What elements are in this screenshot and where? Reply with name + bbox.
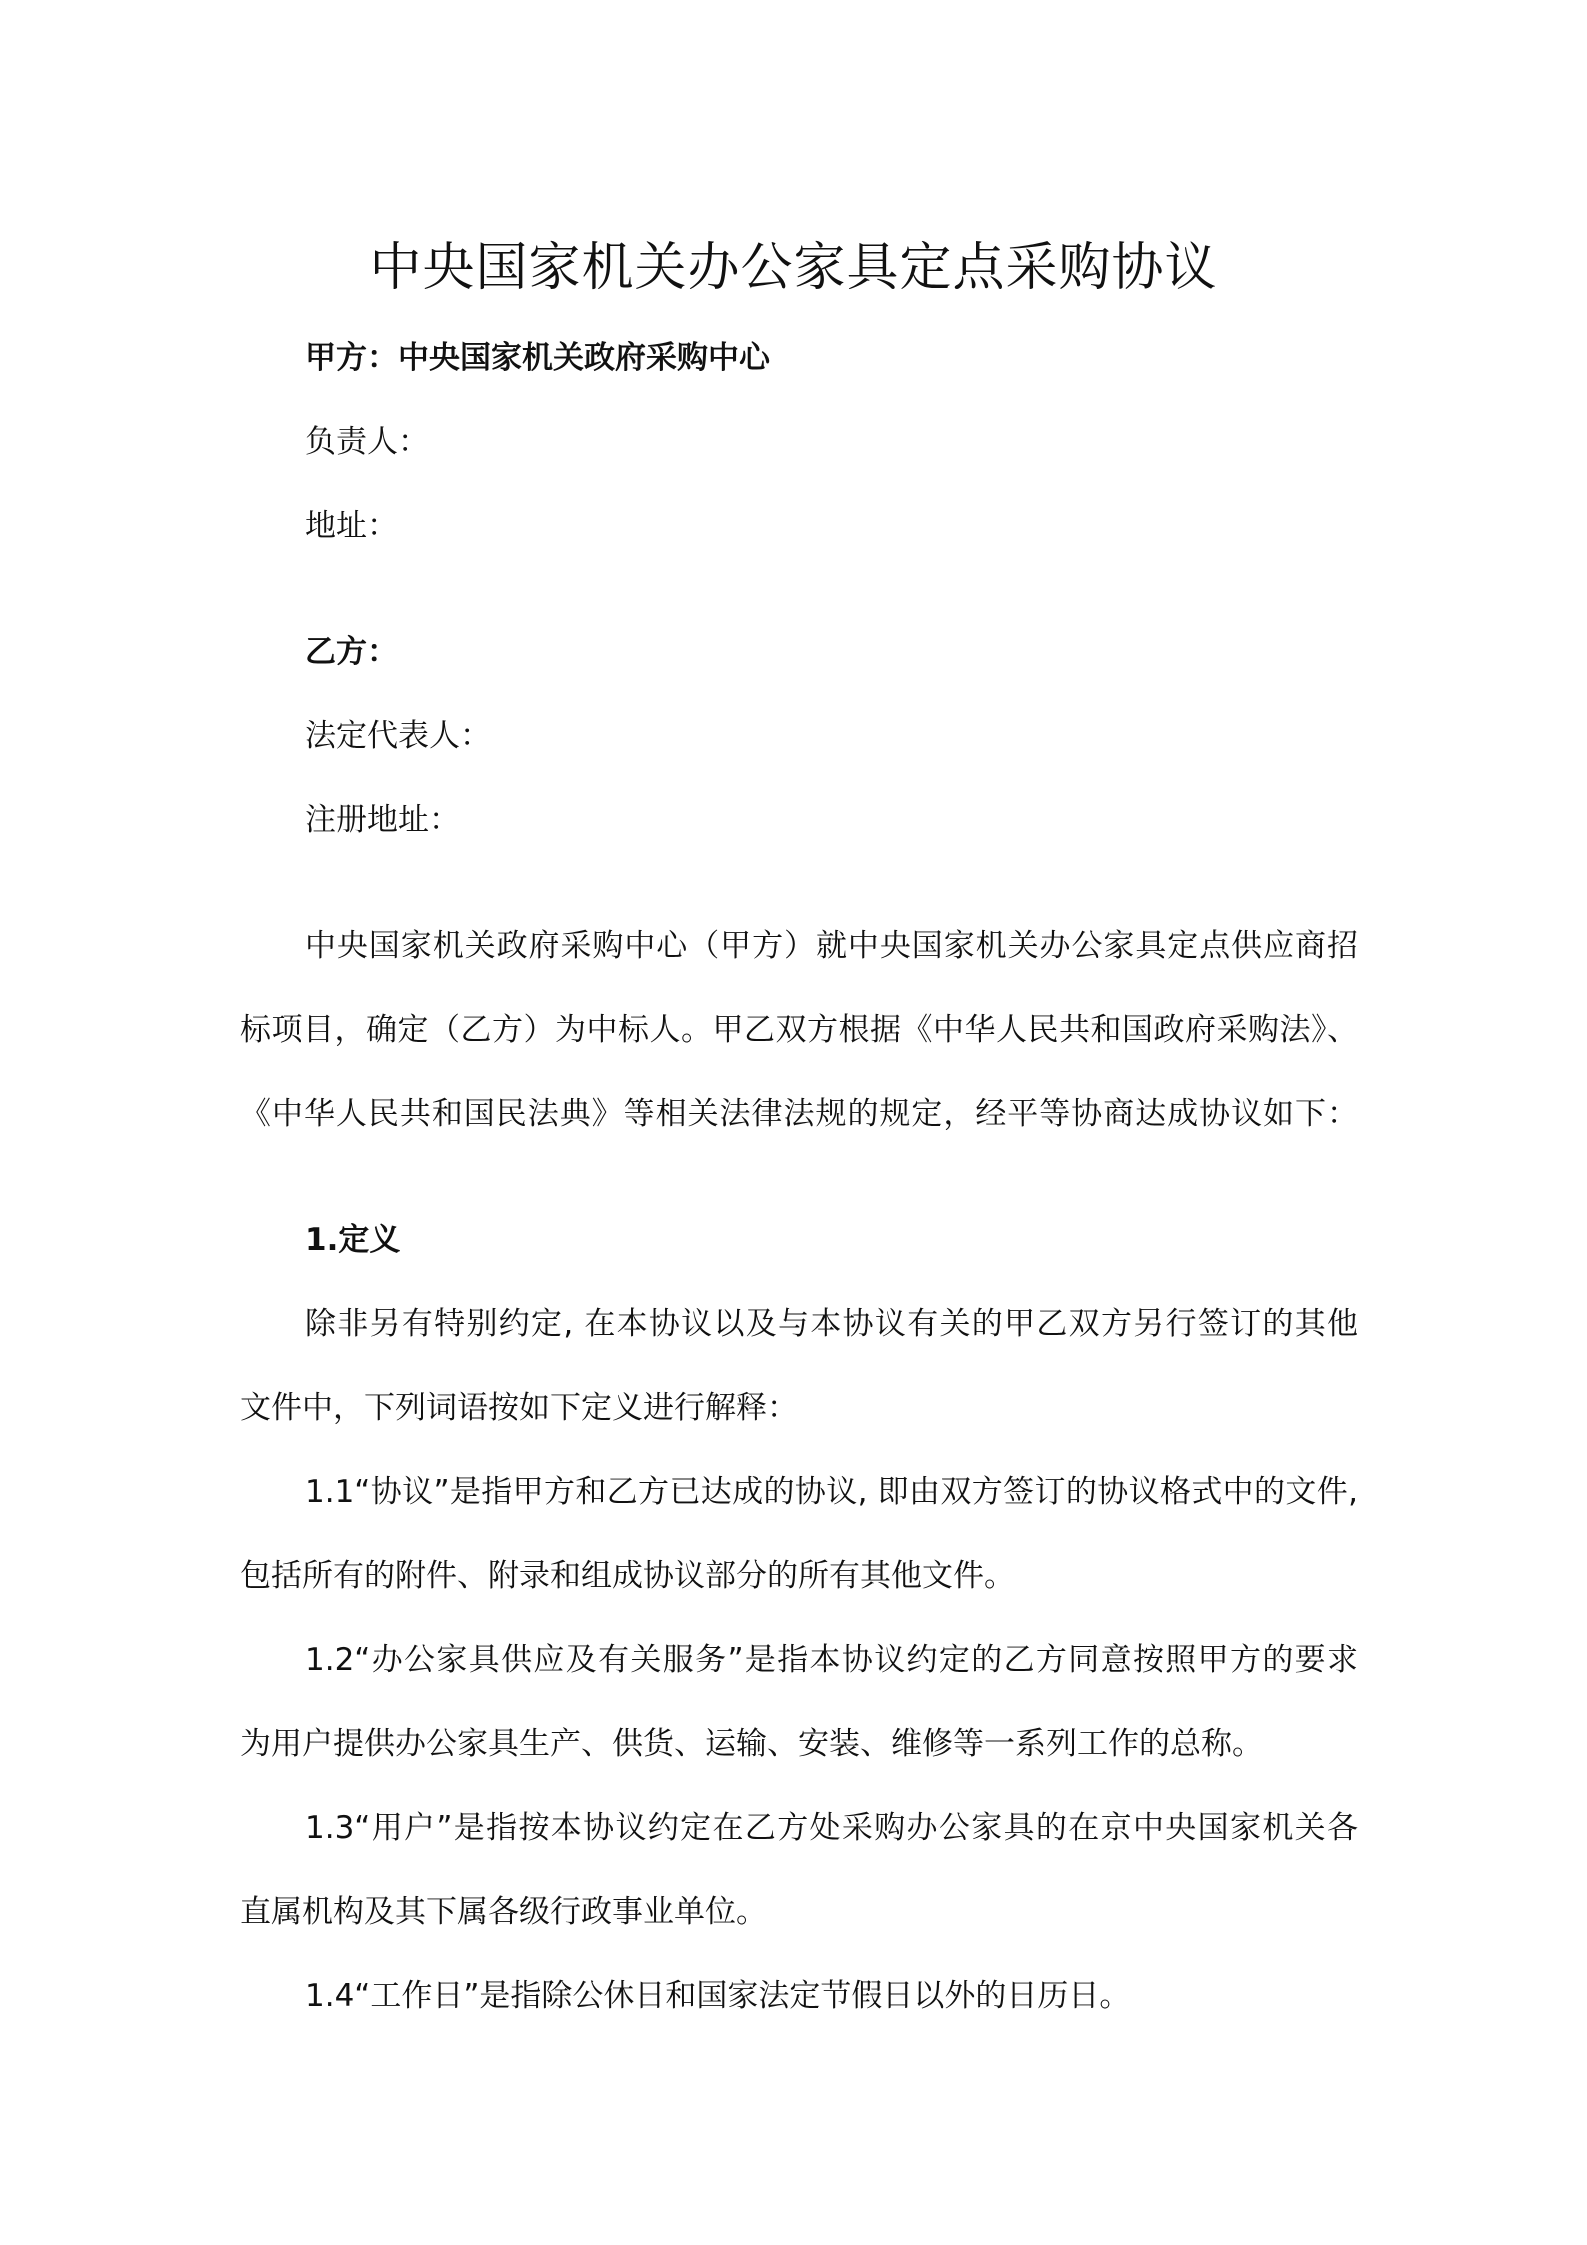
preamble-line-2: 标项目，确定（乙方）为中标人。甲乙双方根据《中华人民共和国政府采购法》、 bbox=[240, 1012, 1358, 1048]
item-1-4-line-1: 1.4“工作日”是指除公休日和国家法定节假日以外的日历日。 bbox=[305, 1978, 1131, 2014]
document-title: 中央国家机关办公家具定点采购协议 bbox=[369, 238, 1218, 298]
item-1-1-line-1: 1.1“协议”是指甲方和乙方已达成的协议, 即由双方签订的协议格式中的文件, bbox=[305, 1474, 1358, 1510]
item-1-2-line-2: 为用户提供办公家具生产、供货、运输、安装、维修等一系列工作的总称。 bbox=[240, 1726, 1263, 1762]
party-b-legal-representative: 法定代表人： bbox=[305, 718, 491, 754]
item-1-1-line-2: 包括所有的附件、附录和组成协议部分的所有其他文件。 bbox=[240, 1558, 1015, 1594]
party-b-registered-address: 注册地址： bbox=[305, 802, 460, 838]
party-a-heading: 甲方：中央国家机关政府采购中心 bbox=[305, 340, 770, 376]
section-1-intro-line-2: 文件中，下列词语按如下定义进行解释： bbox=[240, 1390, 798, 1426]
preamble-line-3: 《中华人民共和国民法典》等相关法律法规的规定，经平等协商达成协议如下： bbox=[240, 1096, 1358, 1132]
item-1-2-line-1: 1.2“办公家具供应及有关服务”是指本协议约定的乙方同意按照甲方的要求 bbox=[305, 1642, 1358, 1678]
item-1-3-line-2: 直属机构及其下属各级行政事业单位。 bbox=[240, 1894, 767, 1930]
section-1-intro-line-1: 除非另有特别约定, 在本协议以及与本协议有关的甲乙双方另行签订的其他 bbox=[305, 1306, 1358, 1342]
party-b-heading: 乙方： bbox=[305, 634, 398, 670]
party-a-address: 地址： bbox=[305, 508, 398, 544]
item-1-3-line-1: 1.3“用户”是指按本协议约定在乙方处采购办公家具的在京中央国家机关各 bbox=[305, 1810, 1358, 1846]
party-a-responsible-person: 负责人： bbox=[305, 424, 429, 460]
section-1-heading: 1.定义 bbox=[305, 1222, 401, 1258]
preamble-line-1: 中央国家机关政府采购中心（甲方）就中央国家机关办公家具定点供应商招 bbox=[305, 928, 1358, 964]
